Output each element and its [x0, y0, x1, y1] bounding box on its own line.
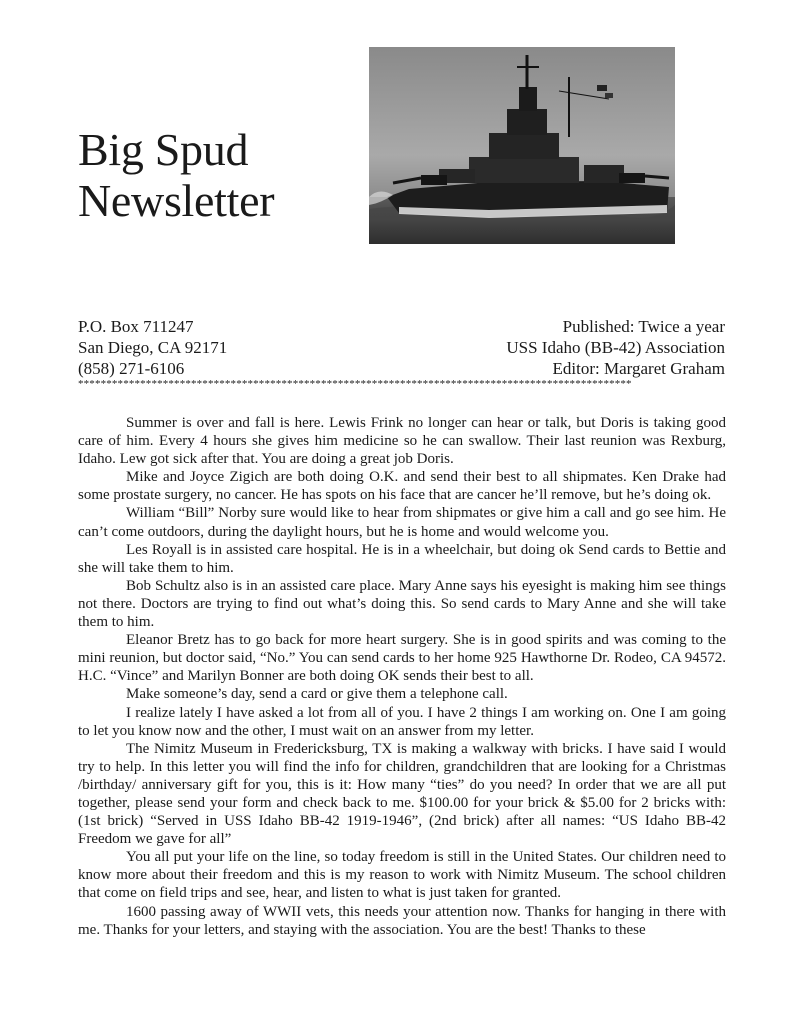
paragraph: Les Royall is in assisted care hospital. He is in a wheelchair, but doing ok Send cards to Bettie and she will take them to him. — [78, 541, 726, 576]
paragraph: You all put your life on the line, so today freedom is still in the United States. Our children need to know more about their freedom and this is my reason to work with Nimitz Museum. The school children that come on field trips and see, hear, and listen to what is just taken for granted. — [78, 849, 726, 902]
paragraph: Bob Schultz also is in an assisted care place. Mary Anne says his eyesight is making him see things not there. Doctors are trying to find out what’s doing this. So send cards to Mary Anne and she will take them to him. — [78, 577, 726, 631]
paragraph: The Nimitz Museum in Fredericksburg, TX is making a walkway with bricks. I have said I would try to help. In this letter you will find the info for children, grandchildren that are looking for a Christmas /birthday/ anniversary gift for you, this is it: How many “ties” do you need? In order that we are all put together, please send your form and check back to me. $100.00 for your brick & $5.00 for 2 bricks with: (1st brick) “Served in USS Idaho BB-42 1919-1946”, (2nd brick) after all names: “US Idaho BB-42 Freedom we gave for all” — [78, 740, 726, 848]
paragraph: William “Bill” Norby sure would like to hear from shipmates or give him a call and go see him. He can’t come outdoors, during the daylight hours, but he is home and would welcome you. — [78, 505, 726, 540]
title-line-2: Newsletter — [78, 175, 275, 226]
newsletter-title — [78, 124, 274, 226]
editor-name: Editor: Margaret Graham — [552, 359, 725, 378]
paragraph: 1600 passing away of WWII vets, this needs your attention now. Thanks for hanging in there with me. Thanks for your letters, and staying with the association. You are the best! Thanks to these — [78, 903, 726, 938]
paragraph: Eleanor Bretz has to go back for more heart surgery. She is in good spirits and was coming to the mini reunion, but doctor said, “No.” You can send cards to her home 925 Hawthorne Dr. Rodeo, CA 94572. H.C. “Vince” and Marilyn Bonner are both doing OK sends their best to all. — [78, 632, 726, 685]
paragraph: I realize lately I have asked a lot from all of you. I have 2 things I am working on. One I am going to let you know now and the other, I must wait on an answer from my letter. — [78, 704, 726, 739]
newsletter-body — [78, 414, 726, 939]
paragraph: Mike and Joyce Zigich are both doing O.K. and send their best to all shipmates. Ken Drake had some prostate surgery, no cancer. He has spots on his face that are cancer he’ll remove, but he’s doing ok. — [78, 469, 726, 504]
po-box: P.O. Box 711247 — [78, 317, 194, 336]
association-name: USS Idaho (BB-42) Association — [506, 338, 725, 357]
publication-frequency: Published: Twice a year — [562, 317, 725, 336]
asterisk-separator: ************************************************************************************************** — [78, 378, 632, 390]
paragraph: Summer is over and fall is here. Lewis Frink no longer can hear or talk, but Doris is taking good care of him. Every 4 hours she gives him medicine so he can swallow. Their last reunion was Rexburg, Idaho. Lew got sick after that. You are doing a great job Doris. — [78, 415, 726, 468]
phone-number: (858) 271-6106 — [78, 359, 185, 378]
publication-block — [506, 316, 725, 379]
title-line-1: Big Spud — [78, 124, 249, 175]
city-state-zip: San Diego, CA 92171 — [78, 338, 228, 357]
paragraph: Make someone’s day, send a card or give them a telephone call. — [126, 686, 508, 703]
battleship-photo — [369, 47, 675, 244]
contact-block — [78, 316, 227, 379]
